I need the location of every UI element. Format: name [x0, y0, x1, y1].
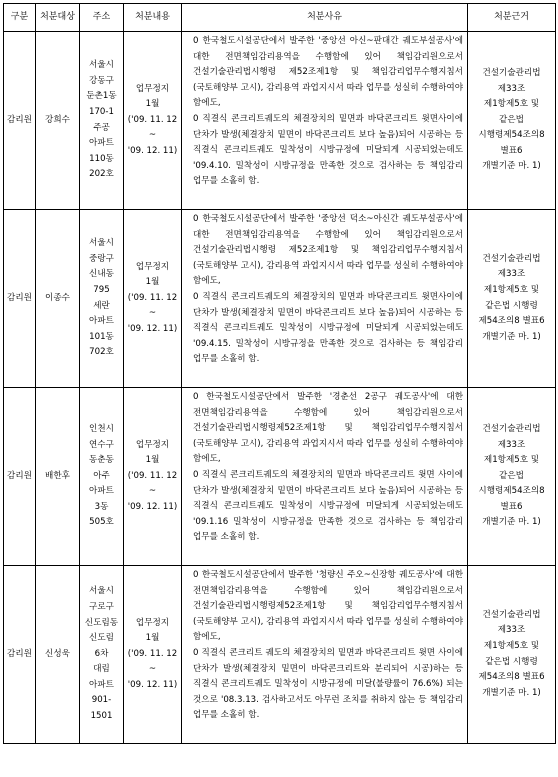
- cell-target: 강희수: [36, 32, 80, 210]
- header-disposition: 처분내용: [124, 4, 182, 32]
- cell-category: 감리원: [4, 566, 36, 744]
- cell-basis: 건설기술관리법 제33조 제1항제5호 및 같은법 시행령 제54조의8 별표6 개별기준 마. 1): [468, 210, 556, 388]
- cell-reason: [182, 32, 468, 210]
- table-row: [4, 32, 556, 210]
- cell-category: 감리원: [4, 388, 36, 566]
- disposition-table: [3, 3, 556, 744]
- header-target: 처분대상: [36, 4, 80, 32]
- header-category: 구분: [4, 4, 36, 32]
- header-reason: 처분사유: [182, 4, 468, 32]
- cell-target: 이종수: [36, 210, 80, 388]
- cell-reason: [182, 388, 468, 566]
- cell-disposition: 업무정지 1월 ('09. 11. 12 ~ '09. 12. 11): [124, 32, 182, 210]
- cell-category: 감리원: [4, 32, 36, 210]
- header-basis: 처분근거: [468, 4, 556, 32]
- cell-address: 서울시 강동구 둔촌1동 170-1 주공 아파트 110동 202호: [80, 32, 124, 210]
- table-row: [4, 388, 556, 566]
- cell-address: 서울시 구로구 신도림동 신도림 6차 대림 아파트 901-1501: [80, 566, 124, 744]
- cell-reason: [182, 566, 468, 744]
- reason-paragraph: 0 한국철도시설공단에서 발주한 '청량신 주오~신장항 궤도공사'에 대한 전면책임감리용역을 수행함에 있어 책임감리원으로서 건설기술관리법시행령제52조제1항 및 책임감리업무수행지침서(국토해양부 고시), 감리용역 과업지시서 따라 업무를 성실히 수행하여야 함에도,: [193, 570, 463, 643]
- table-row: [4, 566, 556, 744]
- header-address: 주소: [80, 4, 124, 32]
- cell-basis: 건설기술관리법 제33조 제1항제5호 및 같은법 시행령제54조의8 별표6 개별기준 마. 1): [468, 388, 556, 566]
- reason-paragraph: 0 직결식 콘크리트궤도의 체결장치의 밑면과 바닥콘크리트 윗면사이에 단차가 발생(체결장치 밑면이 바닥콘크리트 보다 높음)되어 시공하는 등 직결식 콘크리트궤도 밀착성이 시방규정에 미달되게 시공되었는데도 '09.4.10. 밀착성이 시방규정을 만족한 것으로 검사하는 등 책임감리 업무를 소홀히 함.: [193, 113, 463, 187]
- reason-paragraph: 0 한국철도시설공단에서 발주한 '경춘선 2공구 궤도공사'에 대한 전면책임감리용역을 수행함에 있어 책임감리원으로서 건설기술관리법시행령제52조제1항 및 책임감리업무수행지침서(국토해양부 고시), 감리용역 과업지시서 따라 업무를 성실히 수행하여야 함에도,: [193, 392, 463, 465]
- reason-paragraph: 0 직결식 콘크리트궤도의 체결장치의 밑면과 바닥콘크리트 윗면사이에 단차가 발생(체결장치 밑면이 바닥콘크리트 보다 높음)되어 시공하는 등 직결식 콘크리트궤도 밀착성이 시방규정에 미달되게 시공되었는데도 '09.4.15. 밀착성이 시방규정을 만족한 것으로 검사하는 등 책임감리 업무를 소홀히 함.: [193, 291, 463, 365]
- cell-target: 배한후: [36, 388, 80, 566]
- table-row: [4, 210, 556, 388]
- cell-basis: 건설기술관리법 제33조 제1항제5호 및 같은법 시행령제54조의8 별표6 개별기준 마. 1): [468, 32, 556, 210]
- reason-paragraph: 0 한국철도시설공단에서 발주한 '중앙선 아신~판대간 궤도부설공사'에 대한 전면책임감리용역을 수행함에 있어 책임감리원으로서 건설기술관리법시행령 제52조제1항 및 책임감리업무수행지침서(국토해양부 고시), 감리용역 과업지시서 따라 업무를 성실히 수행하여야 함에도,: [193, 36, 463, 109]
- cell-category: 감리원: [4, 210, 36, 388]
- cell-disposition: 업무정지 1월 ('09. 11. 12 ~ '09. 12. 11): [124, 566, 182, 744]
- cell-target: 신성욱: [36, 566, 80, 744]
- reason-paragraph: 0 한국철도시설공단에서 발주한 '중앙선 덕소~아신간 궤도부설공사'에 대한 전면책임감리용역을 수행함에 있어 책임감리원으로서 건설기술관리법시행령 제52조제1항 및 책임감리업무수행지침서(국토해양부 고시), 감리용역 과업지시서 따라 업무를 성실히 수행하여야 함에도,: [193, 214, 463, 287]
- header-row: [4, 4, 556, 32]
- cell-disposition: 업무정지 1월 ('09. 11. 12 ~ '09. 12. 11): [124, 388, 182, 566]
- cell-address: 서울시 중랑구 신내동 795 세란 아파트 101동 702호: [80, 210, 124, 388]
- cell-address: 인천시 연수구 동춘동 아주 아파트 3동 505호: [80, 388, 124, 566]
- cell-basis: 건설기술관리법 제33조 제1항제5호 및 같은법 시행령 제54조의8 별표6 개별기준 마. 1): [468, 566, 556, 744]
- cell-reason: [182, 210, 468, 388]
- reason-paragraph: 0 직결식 콘크리트궤도의 체결장치의 밑면과 바닥콘크리트 윗면 사이에 단차가 발생(체결장치 밑면이 바닥콘크리트 보다 높음)되어 시공하는 등 직결식 콘크리트궤도 밀착성이 시방규정에 미달되게 시공되었는데도 '09.1.16 밀착성이 시방규정을 만족한 것으로 검사하는 등 책임감리 업무를 소홀히 함.: [193, 469, 463, 543]
- reason-paragraph: 0 직결식 콘크리트 궤도의 체결장치의 밑면과 바닥콘크리트 윗면 사이에 단차가 발생(체결장치 밑면이 바닥콘크리트와 분리되어 시공)하는 등 직결식 콘크리트궤도 밀착성이 시방규정에 미달(불량률이 76.6%) 되는 것으로 '08.3.13. 검사하고서도 아무런 조치를 취하지 않는 등 책임감리 업무를 소홀히 함.: [193, 647, 463, 721]
- cell-disposition: 업무정지 1월 ('09. 11. 12 ~ '09. 12. 11): [124, 210, 182, 388]
